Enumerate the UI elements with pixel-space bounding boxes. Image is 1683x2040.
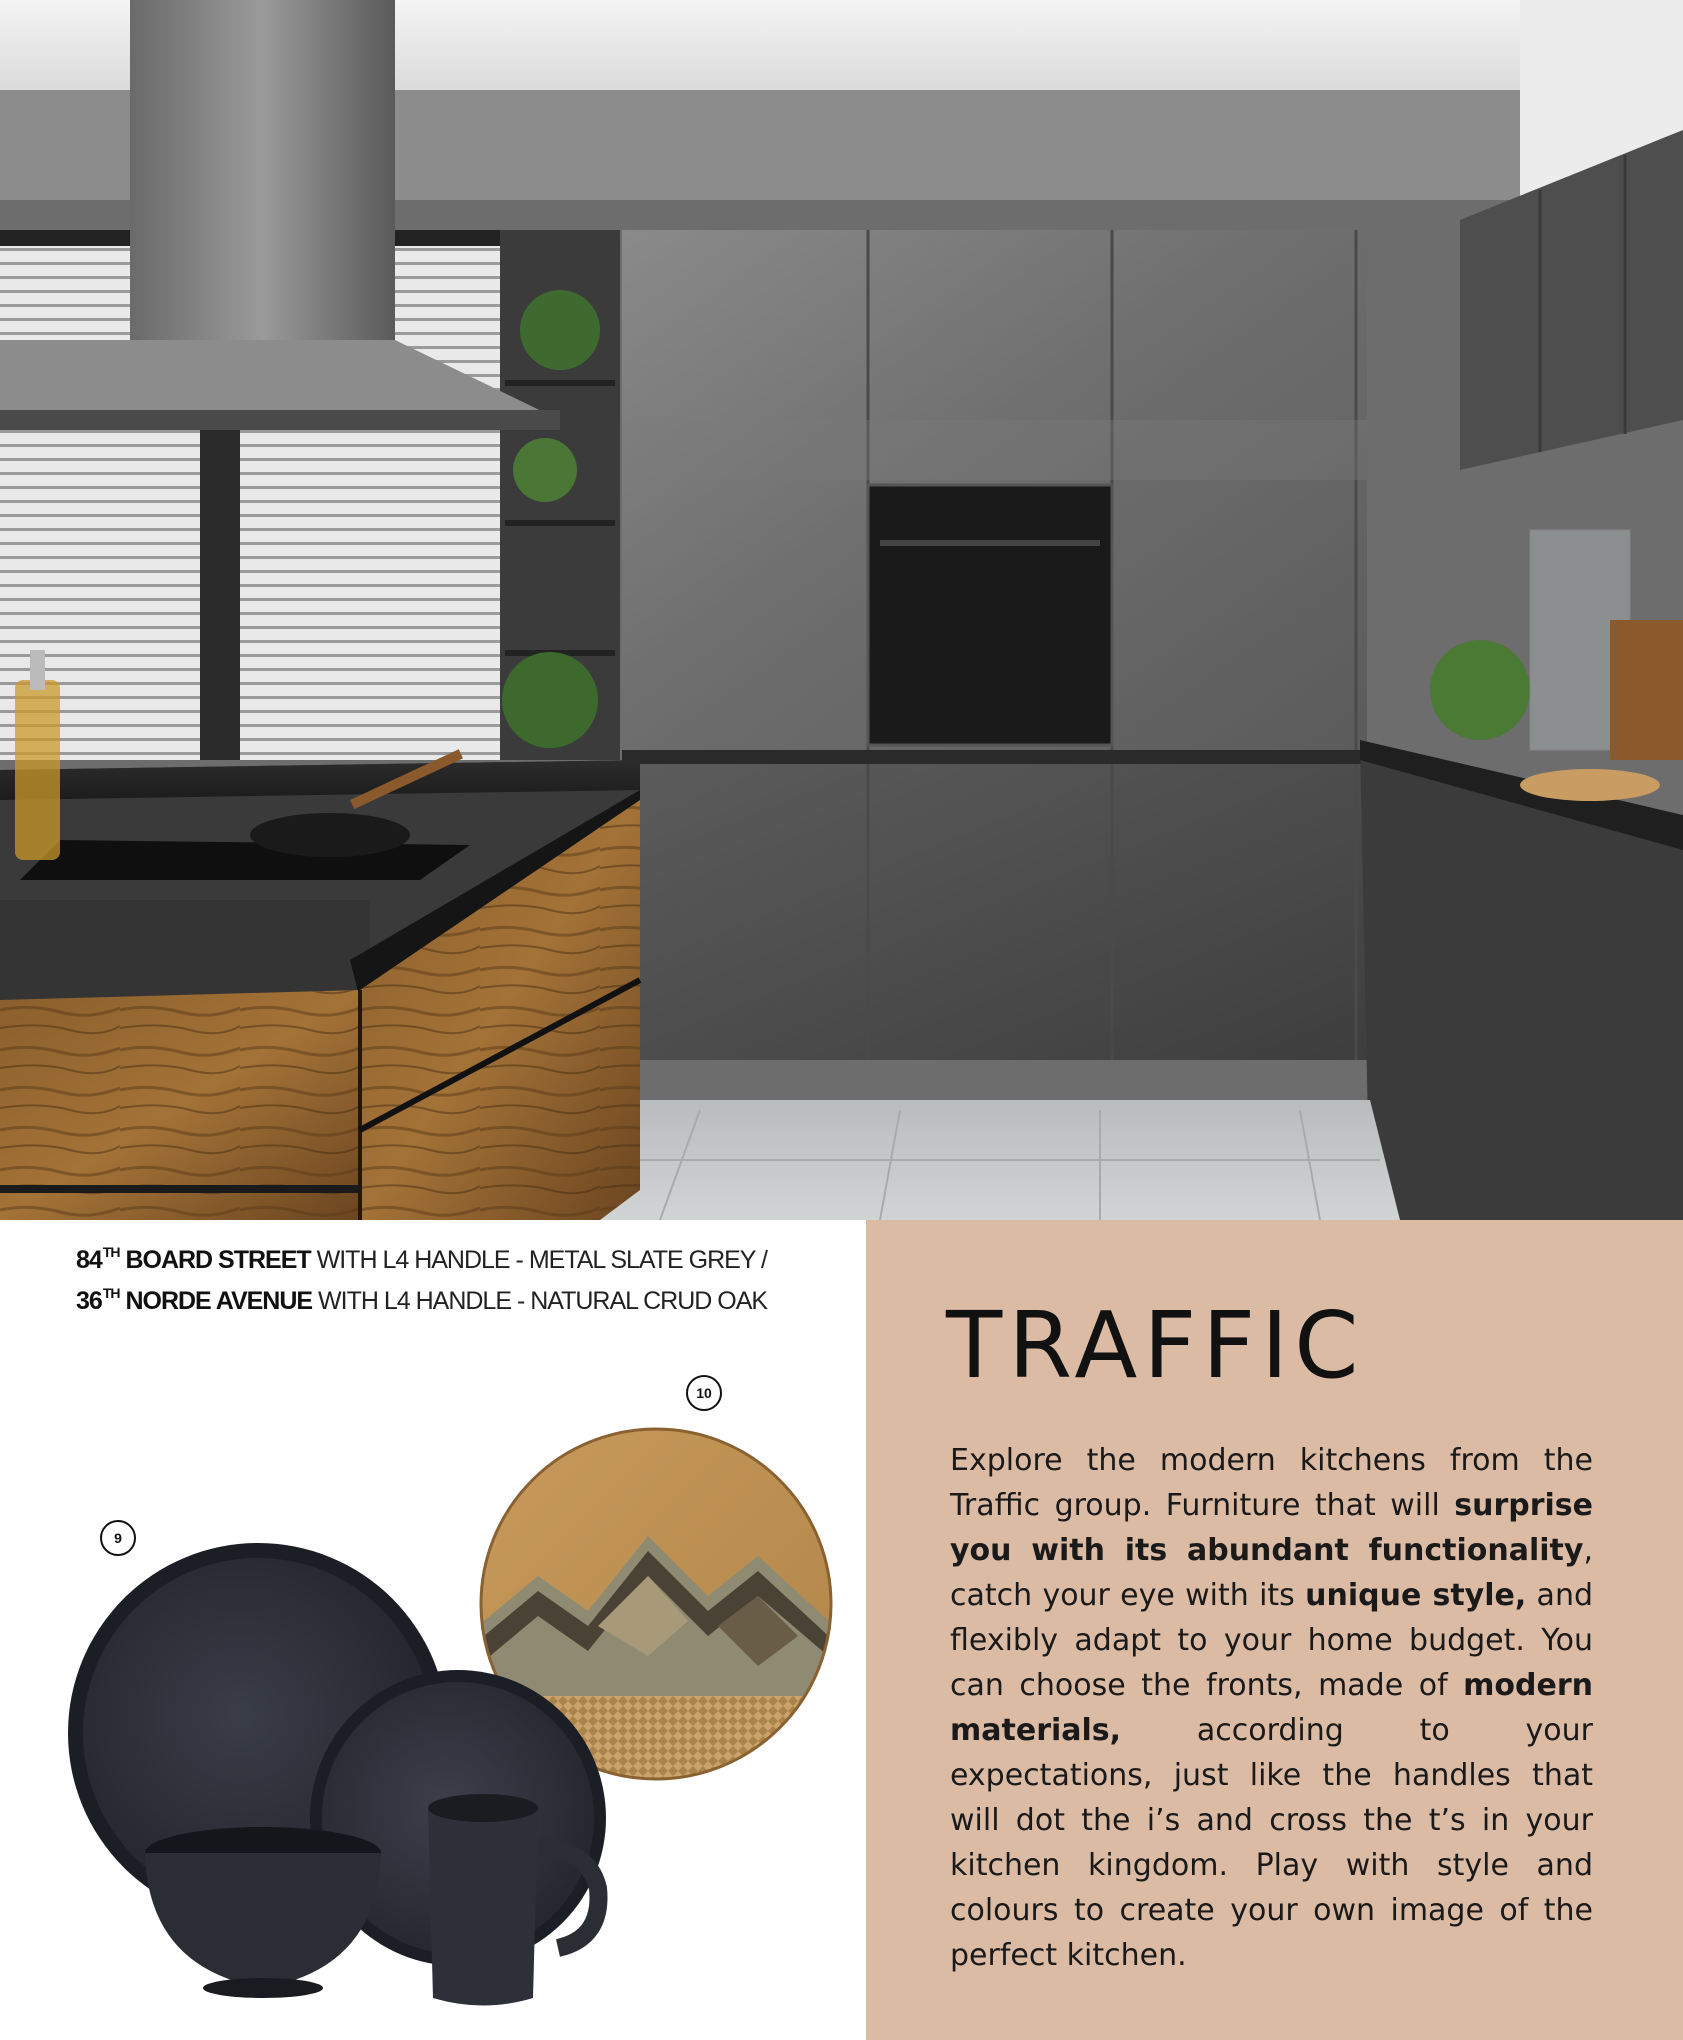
caption-line-1-product: BOARD STREET — [125, 1246, 311, 1274]
description-part-4: according to your expectations, just like the handles that will dot the i’s and cross the t’s in your kitchen kingdom. Play with style and colours to create your own image of the perfect kitchen. — [950, 1713, 1593, 1973]
product-showcase — [0, 1330, 866, 2040]
description-part-2: , catch your eye with its — [950, 1533, 1593, 1613]
caption-line-2-details: WITH L4 HANDLE - NATURAL CRUD OAK — [318, 1287, 768, 1315]
caption-line-2-suffix: TH — [102, 1285, 120, 1301]
caption-line-1-details: WITH L4 HANDLE - METAL SLATE GREY / — [316, 1246, 767, 1274]
description-part-3: and flexibly adapt to your home budget. You can choose the fronts, made of — [950, 1578, 1593, 1703]
description-part-1: Explore the modern kitchens from the Traffic group. Furniture that will — [950, 1443, 1593, 1523]
description-highlight-1: surprise you with its abundant functionality — [950, 1488, 1593, 1568]
caption-line-2 — [76, 1281, 876, 1322]
description-text — [950, 1438, 1593, 1978]
caption-line-1-number: 84 — [76, 1246, 102, 1274]
description-highlight-3: modern materials, — [950, 1668, 1593, 1748]
product-number-10-badge: 10 — [686, 1375, 722, 1411]
caption-line-2-product: NORDE AVENUE — [125, 1287, 313, 1315]
photo-caption — [76, 1240, 876, 1322]
dinnerware-set-image — [68, 1518, 668, 2038]
caption-line-1 — [76, 1240, 876, 1281]
caption-line-1-suffix: TH — [102, 1244, 120, 1260]
traffic-info-panel — [866, 1220, 1683, 2040]
product-number-9-badge: 9 — [100, 1520, 136, 1556]
section-title: TRAFFIC — [946, 1292, 1365, 1399]
caption-line-2-number: 36 — [76, 1287, 102, 1315]
description-highlight-2: unique style, — [1305, 1578, 1527, 1613]
